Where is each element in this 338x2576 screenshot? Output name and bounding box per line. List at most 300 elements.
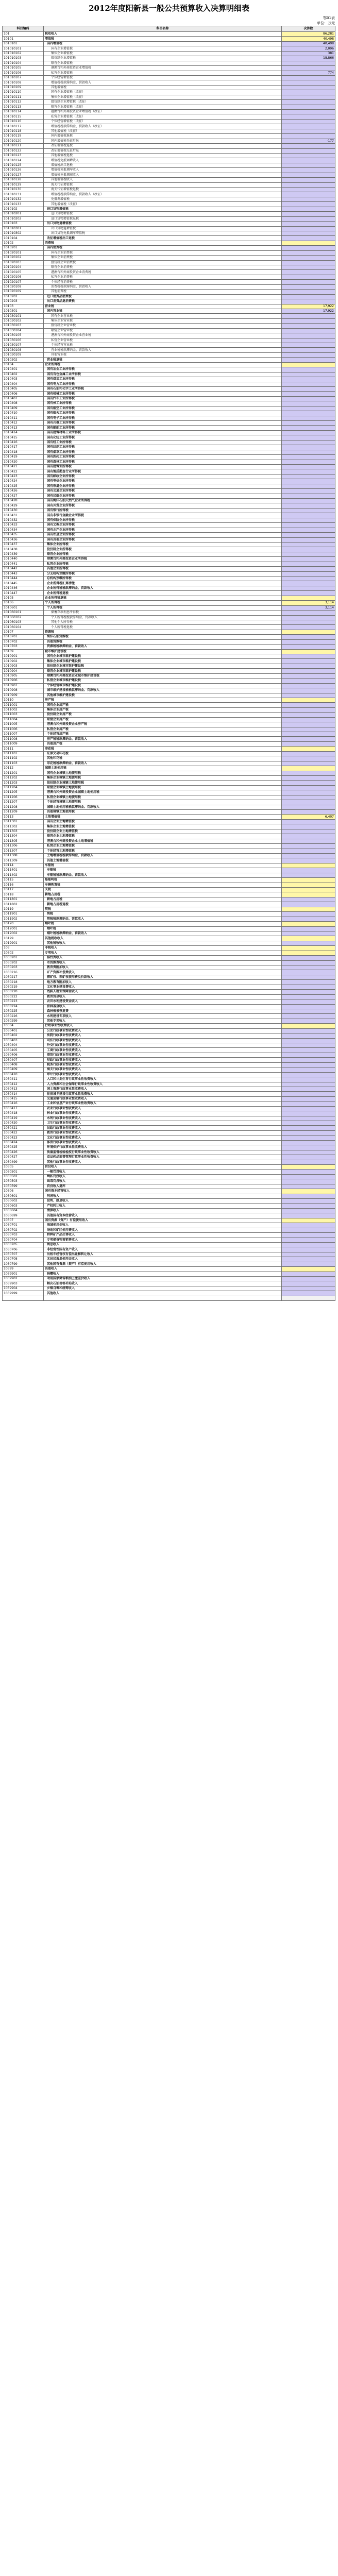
row-amount xyxy=(282,528,335,532)
row-code: 1030421 xyxy=(3,1126,44,1130)
table-row xyxy=(3,455,335,460)
row-name: 营业税退税 xyxy=(44,358,282,362)
row-code: 1030407 xyxy=(3,1058,44,1062)
row-name: 国内营业税 xyxy=(44,309,282,313)
row-name: 国土资源行政事业性收费收入 xyxy=(44,1087,282,1091)
row-name: 改征增值税先征后退 xyxy=(44,148,282,153)
row-code: 1010408 xyxy=(3,401,44,406)
table-row xyxy=(3,571,335,576)
row-name: 联营企业土地增值税 xyxy=(44,834,282,839)
table-row xyxy=(3,299,335,304)
row-amount xyxy=(282,771,335,775)
row-code: 101020107 xyxy=(3,280,44,284)
table-row xyxy=(3,1019,335,1023)
row-name: 国有外贸企业所得税 xyxy=(44,503,282,508)
row-name: 契税 xyxy=(44,907,282,911)
row-amount xyxy=(282,980,335,985)
row-name: 集体企业城镇土地使用税 xyxy=(44,775,282,780)
row-amount xyxy=(282,775,335,780)
row-amount xyxy=(282,883,335,887)
row-code: 10114 xyxy=(3,863,44,868)
row-code: 1010908 xyxy=(3,688,44,693)
table-row xyxy=(3,785,335,790)
table-row xyxy=(3,1111,335,1116)
row-amount xyxy=(282,868,335,873)
row-amount xyxy=(282,985,335,989)
table-row xyxy=(3,849,335,853)
row-amount xyxy=(282,168,335,173)
row-code: 101010122 xyxy=(3,148,44,153)
row-amount xyxy=(282,222,335,226)
form-code: 鄂01表 xyxy=(323,16,335,20)
row-name: 契税 xyxy=(44,912,282,917)
row-amount xyxy=(282,508,335,513)
row-code: 101010116 xyxy=(3,119,44,124)
table-row xyxy=(3,1160,335,1164)
table-row xyxy=(3,518,335,522)
row-code: 1010403 xyxy=(3,377,44,382)
table-row xyxy=(3,863,335,868)
row-code: 101010120 xyxy=(3,139,44,143)
table-row xyxy=(3,1072,335,1077)
row-code: 1010446 xyxy=(3,586,44,590)
row-code: 1011302 xyxy=(3,824,44,829)
row-amount xyxy=(282,392,335,396)
table-row xyxy=(3,367,335,372)
row-code: 101010107 xyxy=(3,75,44,80)
row-code: 1010425 xyxy=(3,484,44,488)
row-amount xyxy=(282,931,335,936)
row-amount xyxy=(282,941,335,945)
row-amount xyxy=(282,533,335,537)
row-amount xyxy=(282,785,335,790)
row-amount xyxy=(282,946,335,951)
table-row xyxy=(3,1077,335,1082)
row-amount xyxy=(282,1130,335,1135)
row-amount xyxy=(282,630,335,634)
row-amount xyxy=(282,1067,335,1072)
row-amount xyxy=(282,66,335,71)
row-amount xyxy=(282,897,335,902)
row-name: 个体经营增值税（改征） xyxy=(44,119,282,124)
table-row xyxy=(3,348,335,352)
table-row xyxy=(3,236,335,241)
row-code: 1019901 xyxy=(3,941,44,945)
row-amount xyxy=(282,450,335,454)
row-name xyxy=(44,1296,282,1300)
row-code: 1010401 xyxy=(3,367,44,372)
table-row xyxy=(3,960,335,965)
row-amount xyxy=(282,688,335,693)
row-code: 10101 xyxy=(3,37,44,41)
table-row xyxy=(3,202,335,207)
row-amount xyxy=(282,751,335,756)
table-row xyxy=(3,732,335,737)
row-code: 1010422 xyxy=(3,469,44,474)
table-row xyxy=(3,80,335,85)
row-code: 1030403 xyxy=(3,1038,44,1043)
table-row xyxy=(3,980,335,985)
row-name: 人力资源和社会保障行政事业性收费收入 xyxy=(44,1082,282,1087)
row-code: 1011207 xyxy=(3,800,44,805)
row-code: 1039999 xyxy=(3,1291,44,1296)
table-row xyxy=(3,416,335,420)
table-row xyxy=(3,620,335,624)
row-code: 1030420 xyxy=(3,1121,44,1126)
table-row xyxy=(3,290,335,294)
row-name: 企业所得税税款滞纳金、罚款收入 xyxy=(44,586,282,590)
row-name: 消费税 xyxy=(44,241,282,245)
table-row xyxy=(3,844,335,849)
row-amount xyxy=(282,440,335,445)
table-row xyxy=(3,542,335,547)
table-row xyxy=(3,815,335,819)
row-code: 1010412 xyxy=(3,421,44,426)
row-code: 1011005 xyxy=(3,722,44,727)
row-amount xyxy=(282,970,335,975)
row-name: 国有电力工业所得税 xyxy=(44,382,282,386)
row-amount xyxy=(282,231,335,235)
row-amount: 18,866 xyxy=(282,56,335,61)
row-code: 1011801 xyxy=(3,897,44,902)
table-row xyxy=(3,197,335,201)
row-name: 水利建设专项收入 xyxy=(44,1014,282,1019)
row-name: 外交行政事业性收费收入 xyxy=(44,1043,282,1048)
table-row xyxy=(3,839,335,843)
row-code: 1030401 xyxy=(3,1028,44,1033)
table-row xyxy=(3,119,335,124)
row-code: 1010423 xyxy=(3,474,44,479)
table-row xyxy=(3,338,335,343)
row-name: 车船税 xyxy=(44,868,282,873)
row-amount xyxy=(282,75,335,80)
row-code: 1011802 xyxy=(3,902,44,907)
table-row xyxy=(3,639,335,644)
table-row xyxy=(3,134,335,139)
row-amount xyxy=(282,426,335,430)
row-amount xyxy=(282,1174,335,1179)
row-name: 国有电子工业所得税 xyxy=(44,416,282,420)
row-name: 其他国有资源（资产）有偿使用收入 xyxy=(44,1262,282,1266)
table-row xyxy=(3,158,335,163)
row-name: 公安行政事业性收费收入 xyxy=(44,1028,282,1033)
table-row xyxy=(3,790,335,795)
row-name: 文化行政事业性收费收入 xyxy=(44,1136,282,1140)
table-row xyxy=(3,956,335,960)
table-row xyxy=(3,430,335,435)
row-name: 集体企业消费税 xyxy=(44,256,282,260)
row-name: 个体经营消费税 xyxy=(44,280,282,284)
row-name: 进口货物增值税退税 xyxy=(44,216,282,221)
row-amount xyxy=(282,178,335,182)
row-code: 1030417 xyxy=(3,1106,44,1111)
table-row xyxy=(3,440,335,445)
table-row xyxy=(3,800,335,805)
row-code: 1010445 xyxy=(3,581,44,586)
row-code: 1010438 xyxy=(3,547,44,552)
row-name: 烟叶税 xyxy=(44,922,282,926)
row-code: 1010441 xyxy=(3,562,44,566)
row-name: 私营企业增值税 xyxy=(44,71,282,75)
row-code: 1030224 xyxy=(3,1004,44,1009)
row-amount xyxy=(282,80,335,85)
table-row xyxy=(3,1067,335,1072)
row-code: 1010203 xyxy=(3,299,44,304)
row-amount xyxy=(282,1087,335,1091)
row-amount xyxy=(282,805,335,809)
row-amount xyxy=(282,892,335,897)
table-row xyxy=(3,926,335,931)
table-row xyxy=(3,1009,335,1013)
table-row xyxy=(3,737,335,741)
row-code: 1010436 xyxy=(3,537,44,542)
row-amount xyxy=(282,435,335,440)
table-row xyxy=(3,358,335,362)
row-amount xyxy=(282,290,335,294)
table-row xyxy=(3,450,335,454)
row-code: 1030220 xyxy=(3,990,44,994)
row-name: 集体企业所得税 xyxy=(44,542,282,547)
table-row xyxy=(3,1233,335,1238)
row-code: 101010130 xyxy=(3,188,44,192)
row-code: 1010416 xyxy=(3,440,44,445)
row-code: 1010433 xyxy=(3,523,44,528)
row-code: 1010904 xyxy=(3,669,44,673)
table-row xyxy=(3,669,335,673)
row-code: 1030708 xyxy=(3,1257,44,1262)
table-row xyxy=(3,713,335,717)
table-row xyxy=(3,936,335,941)
row-amount xyxy=(282,1267,335,1272)
row-code: 1010409 xyxy=(3,406,44,411)
row-code: 1012002 xyxy=(3,931,44,936)
row-code: 1010430 xyxy=(3,508,44,513)
row-amount xyxy=(282,411,335,416)
row-code: 10115 xyxy=(3,878,44,883)
row-name: 股份制企业增值税（改征） xyxy=(44,100,282,105)
row-amount xyxy=(282,1121,335,1126)
row-amount xyxy=(282,1160,335,1164)
table-row xyxy=(3,664,335,668)
row-name: 免抵调增值税 xyxy=(44,197,282,201)
row-amount xyxy=(282,703,335,707)
row-code: 1030226 xyxy=(3,1014,44,1019)
row-amount xyxy=(282,1238,335,1242)
row-name: 其他税收收入 xyxy=(44,936,282,941)
row-amount xyxy=(282,669,335,673)
row-amount xyxy=(282,873,335,877)
row-code: 1010440 xyxy=(3,557,44,562)
row-amount xyxy=(282,386,335,391)
row-amount xyxy=(282,819,335,824)
row-amount xyxy=(282,280,335,284)
row-code: 101060104 xyxy=(3,625,44,630)
row-code: 1030416 xyxy=(3,1101,44,1106)
row-amount xyxy=(282,236,335,241)
row-code: 1010402 xyxy=(3,372,44,377)
row-code: 1039903 xyxy=(3,1281,44,1286)
row-amount xyxy=(282,863,335,868)
row-name: 捐赠收入 xyxy=(44,1272,282,1276)
table-row xyxy=(3,1038,335,1043)
row-code: 1011206 xyxy=(3,795,44,800)
row-amount xyxy=(282,577,335,581)
row-amount xyxy=(282,1077,335,1082)
table-row xyxy=(3,153,335,158)
row-amount xyxy=(282,333,335,338)
row-amount xyxy=(282,853,335,858)
row-name: 国有有色金属工业所得税 xyxy=(44,372,282,377)
row-name: 港澳台和外商投资企业城镇土地使用税 xyxy=(44,790,282,795)
row-amount: 17,922 xyxy=(282,309,335,313)
table-row xyxy=(3,741,335,746)
row-name: 国有资本经营收入 xyxy=(44,1189,282,1194)
row-amount xyxy=(282,1170,335,1174)
row-code: 1010411 xyxy=(3,416,44,420)
table-row xyxy=(3,693,335,698)
row-amount xyxy=(282,1038,335,1043)
row-code: 1010702 xyxy=(3,639,44,644)
row-amount: 3,114 xyxy=(282,601,335,605)
row-code: 101020102 xyxy=(3,256,44,260)
table-row xyxy=(3,163,335,167)
row-name: 其他收入 xyxy=(44,1291,282,1296)
row-amount xyxy=(282,367,335,372)
row-amount xyxy=(282,163,335,167)
row-amount xyxy=(282,1228,335,1232)
row-amount xyxy=(282,1155,335,1160)
row-code: 1010432 xyxy=(3,518,44,522)
row-code: 1010906 xyxy=(3,679,44,683)
table-row xyxy=(3,975,335,979)
table-row xyxy=(3,246,335,250)
row-amount xyxy=(282,1204,335,1208)
row-name: 国有铁道企业所得税 xyxy=(44,484,282,488)
row-name: 农田水利建设资金收入 xyxy=(44,999,282,1004)
table-row xyxy=(3,275,335,279)
table-row xyxy=(3,1136,335,1140)
table-row xyxy=(3,912,335,917)
row-amount xyxy=(282,455,335,460)
row-code: 101010102 xyxy=(3,51,44,56)
row-name: 私营企业消费税 xyxy=(44,275,282,279)
table-row xyxy=(3,673,335,678)
row-amount xyxy=(282,1014,335,1019)
table-row xyxy=(3,1014,335,1019)
table-row xyxy=(3,392,335,396)
table-row xyxy=(3,41,335,46)
table-row xyxy=(3,1257,335,1262)
row-code: 1010435 xyxy=(3,533,44,537)
table-row xyxy=(3,1155,335,1160)
row-name: 其他土地增值税 xyxy=(44,858,282,863)
row-name: 私营企业房产税 xyxy=(44,727,282,732)
row-amount xyxy=(282,396,335,401)
row-code xyxy=(3,1296,44,1300)
row-amount xyxy=(282,430,335,435)
table-row xyxy=(3,1277,335,1281)
row-name: 人口和计划生育行政事业性收费收入 xyxy=(44,1077,282,1082)
row-amount xyxy=(282,362,335,367)
row-code: 1030424 xyxy=(3,1140,44,1145)
row-name: 交通运输行政事业性收费收入 xyxy=(44,1096,282,1101)
row-amount xyxy=(282,158,335,163)
table-row xyxy=(3,110,335,114)
row-amount xyxy=(282,1106,335,1111)
row-amount xyxy=(282,1223,335,1228)
table-row xyxy=(3,503,335,508)
row-name: 城市维护建设税税款滞纳金、罚款收入 xyxy=(44,688,282,693)
row-name: 房产税 xyxy=(44,698,282,702)
row-amount xyxy=(282,790,335,795)
row-amount xyxy=(282,1286,335,1291)
table-row xyxy=(3,265,335,270)
row-amount xyxy=(282,1150,335,1155)
row-name: 场地和矿区使用费收入 xyxy=(44,1228,282,1232)
row-name: 农业行政事业性收费收入 xyxy=(44,1106,282,1111)
row-amount xyxy=(282,1048,335,1053)
row-code: 1011007 xyxy=(3,732,44,737)
table-row xyxy=(3,766,335,771)
row-code: 101010123 xyxy=(3,153,44,158)
row-amount xyxy=(282,1004,335,1009)
row-code: 101020101 xyxy=(3,250,44,255)
row-name: 耕地占用税 xyxy=(44,892,282,897)
row-name: 其他收入 xyxy=(44,1267,282,1272)
row-name: 国有煤炭工业所得税 xyxy=(44,377,282,382)
row-name: 消费税税款滞纳金、罚款收入 xyxy=(44,284,282,289)
row-amount xyxy=(282,1126,335,1130)
row-name: 国有企业土地增值税 xyxy=(44,819,282,824)
row-amount xyxy=(282,761,335,766)
row-name: 国有企业城镇土地使用税 xyxy=(44,771,282,775)
table-row xyxy=(3,659,335,664)
table-row xyxy=(3,922,335,926)
row-name: 个人所得税 xyxy=(44,605,282,610)
row-code: 1011204 xyxy=(3,785,44,790)
table-row xyxy=(3,1267,335,1272)
row-amount xyxy=(282,144,335,148)
table-row xyxy=(3,1121,335,1126)
row-code: 1010905 xyxy=(3,673,44,678)
table-row xyxy=(3,464,335,469)
row-amount xyxy=(282,917,335,921)
row-amount xyxy=(282,148,335,153)
table-row xyxy=(3,586,335,590)
row-code: 101030102 xyxy=(3,318,44,323)
row-code: 10305 xyxy=(3,1164,44,1169)
table-row xyxy=(3,114,335,119)
table-row xyxy=(3,931,335,936)
row-code: 1010202 xyxy=(3,294,44,299)
row-name: 国有医药工业所得税 xyxy=(44,455,282,460)
row-amount xyxy=(282,990,335,994)
table-row xyxy=(3,188,335,192)
row-code: 101010302 xyxy=(3,231,44,235)
table-row xyxy=(3,241,335,245)
row-code: 1010426 xyxy=(3,489,44,494)
table-row xyxy=(3,878,335,883)
row-code: 10119 xyxy=(3,907,44,911)
table-row xyxy=(3,489,335,494)
row-name: 专项储备物资销售收入 xyxy=(44,1238,282,1242)
row-name: 印花税税款滞纳金、罚款收入 xyxy=(44,761,282,766)
table-row xyxy=(3,1150,335,1155)
row-name: 缉私罚没收入 xyxy=(44,1174,282,1179)
row-code: 101010301 xyxy=(3,226,44,231)
row-code: 1030409 xyxy=(3,1067,44,1072)
row-name: 烟叶税税款滞纳金、罚款收入 xyxy=(44,931,282,936)
